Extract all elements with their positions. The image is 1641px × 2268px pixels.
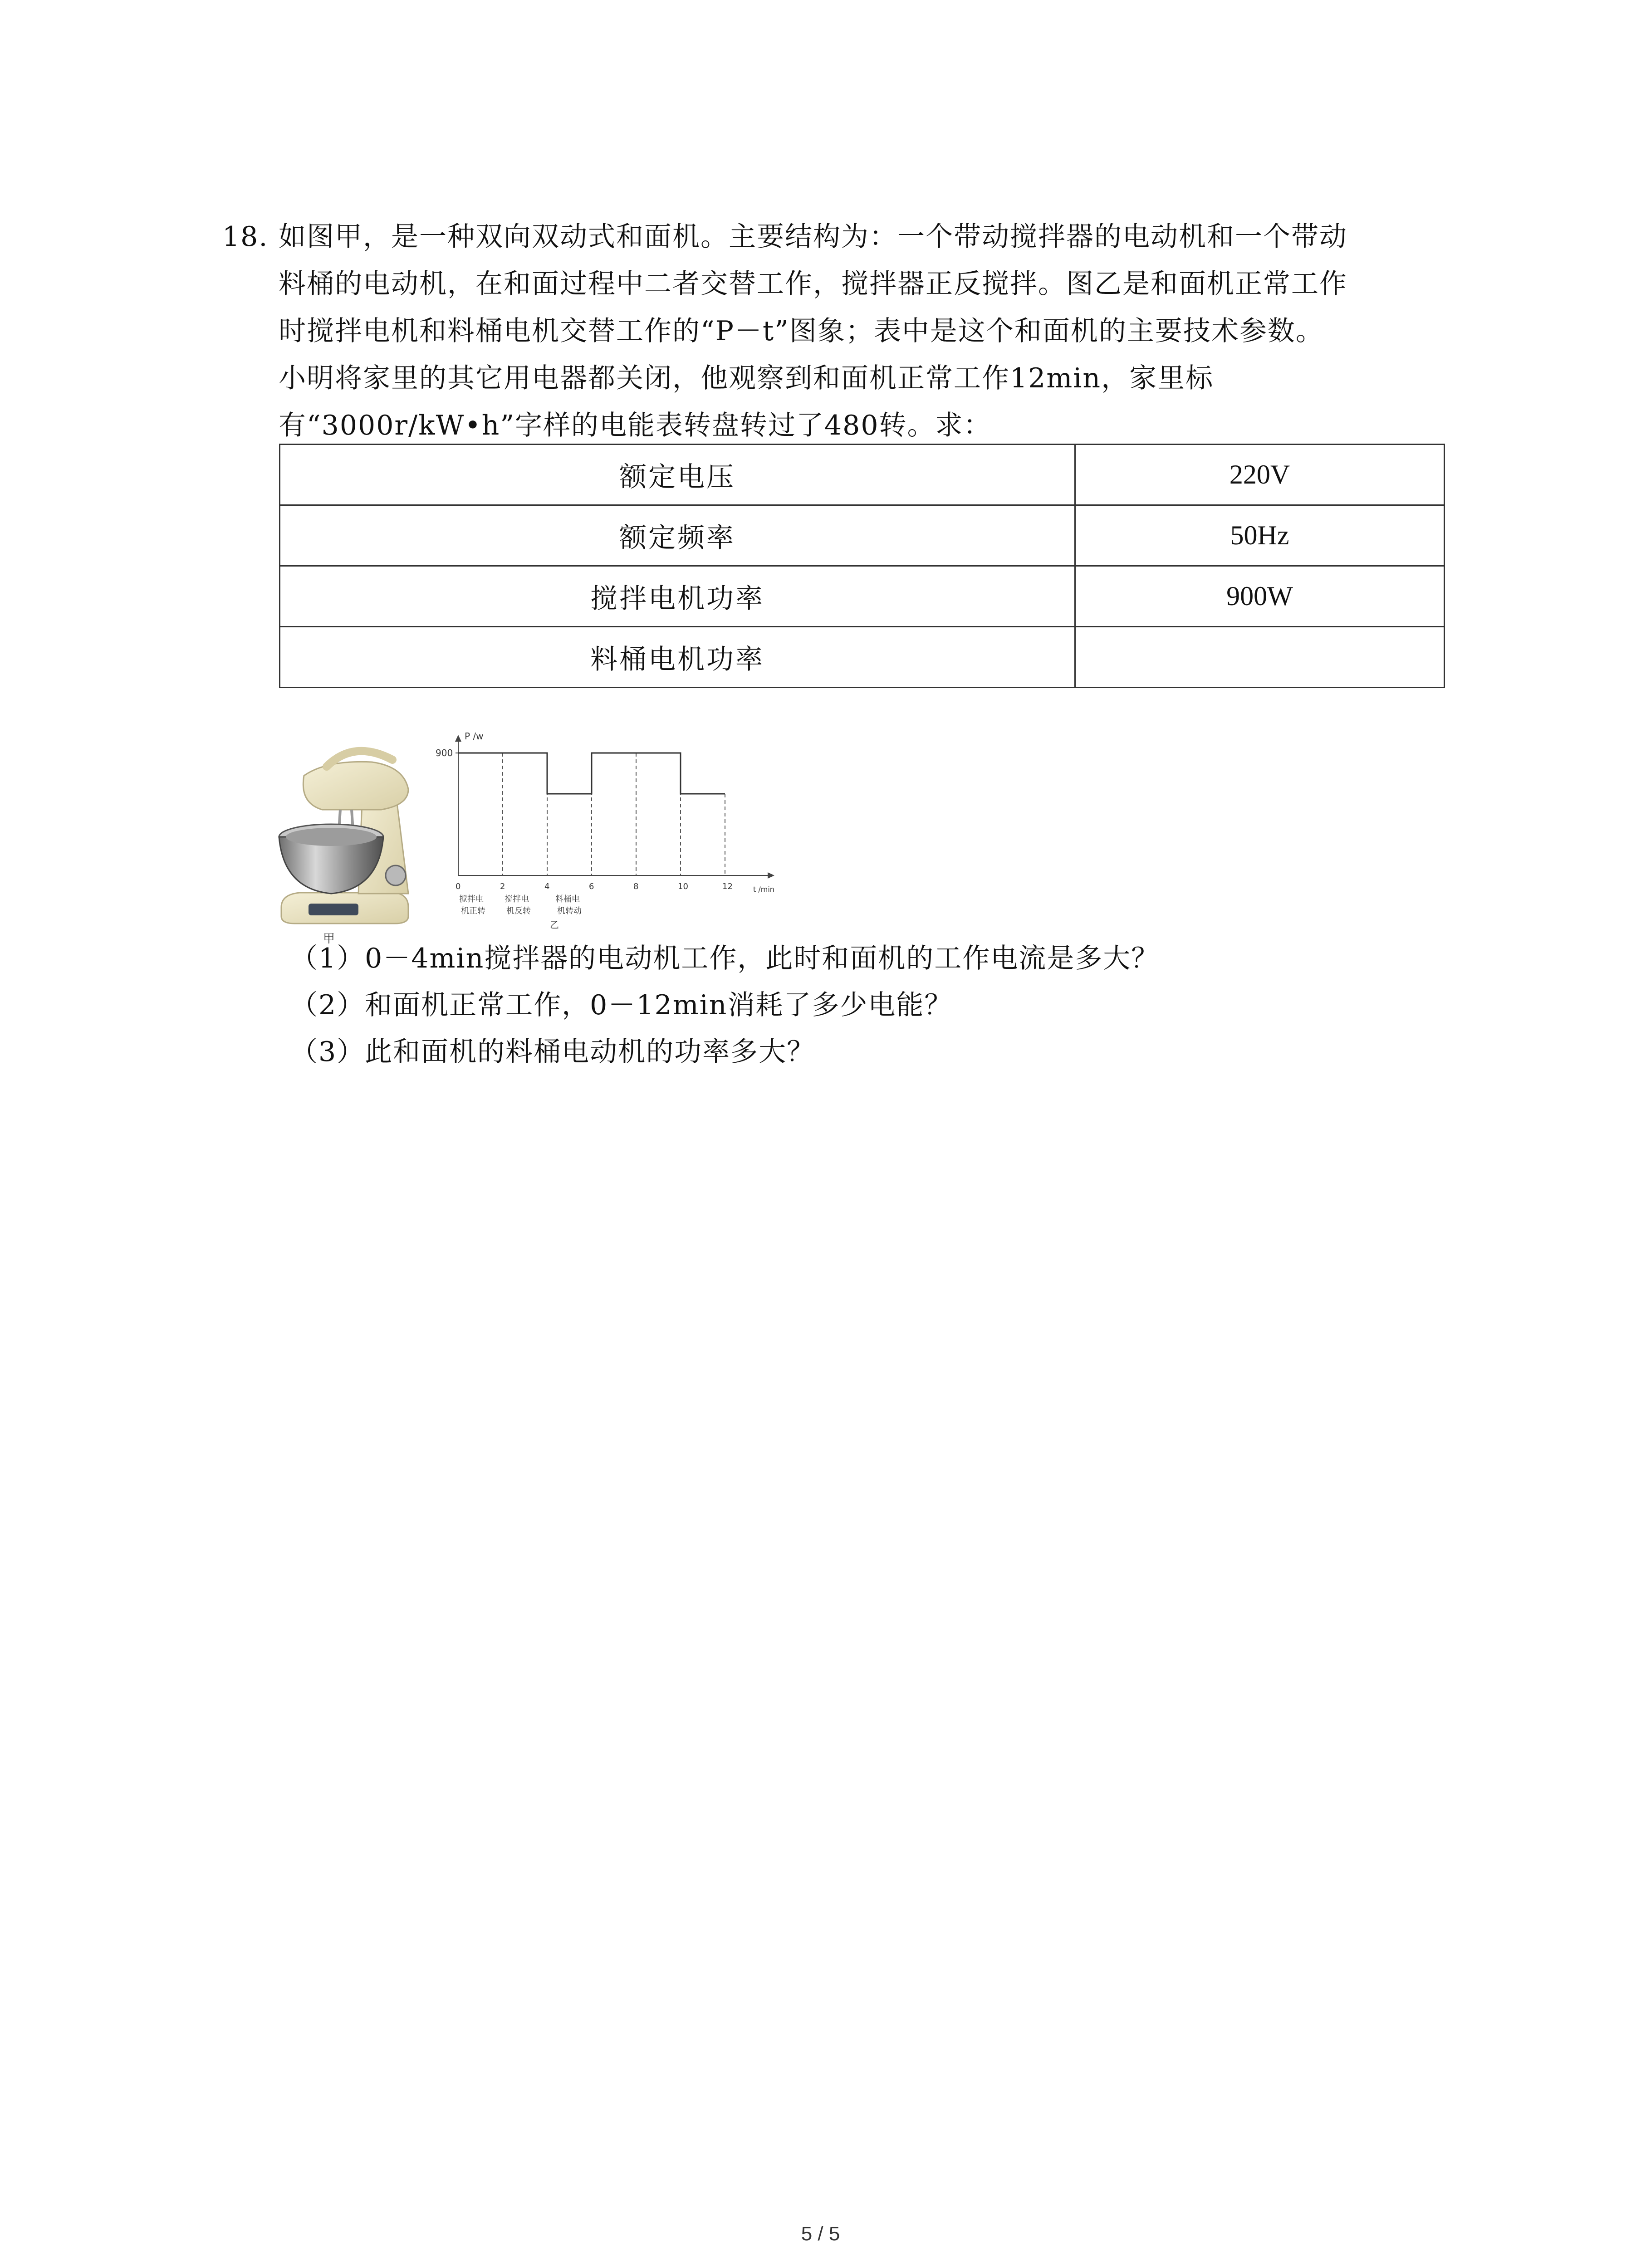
x-tick-label: 4	[544, 882, 550, 891]
table-row	[280, 566, 1445, 627]
question-line-4: 小明将家里的其它用电器都关闭，他观察到和面机正常工作12min，家里标	[279, 362, 1214, 394]
table-row	[280, 505, 1445, 566]
segment-label: 机正转	[461, 906, 485, 916]
segment-label: 搅拌电	[459, 894, 484, 904]
mixer-knob	[386, 865, 406, 885]
y-axis-arrow	[455, 735, 461, 742]
table-label: 额定电压	[280, 445, 1075, 505]
table-value: 900W	[1075, 566, 1445, 627]
figure	[272, 726, 798, 953]
question-number: 18.	[222, 221, 269, 253]
table-label: 搅拌电机功率	[280, 566, 1075, 627]
segment-label: 料桶电	[555, 894, 580, 904]
question-line-1	[222, 213, 1456, 260]
x-tick-label: 12	[722, 882, 733, 891]
sub-question-2: （2）和面机正常工作，0－12min消耗了多少电能？	[290, 989, 953, 1021]
table-value: 50Hz	[1075, 505, 1445, 566]
mixer-head	[303, 762, 408, 810]
page-number: 5 / 5	[801, 2223, 840, 2245]
power-series-line	[458, 753, 725, 794]
question-text: 如图甲，是一种双向双动式和面机。主要结构为：一个带动搅拌器的电动机和一个带动	[279, 221, 1347, 253]
table-value	[1075, 627, 1445, 688]
segment-label: 搅拌电	[505, 894, 529, 904]
parameter-table	[279, 444, 1445, 688]
x-tick-label: 0	[456, 882, 461, 891]
chart-caption: 乙	[550, 919, 559, 930]
x-axis-label: t /min	[753, 885, 774, 894]
table-value: 220V	[1075, 445, 1445, 505]
y-tick-label: 900	[436, 748, 453, 758]
table-label: 额定频率	[280, 505, 1075, 566]
sub-question-1: （1）0－4min搅拌器的电动机工作，此时和面机的工作电流是多大？	[290, 943, 1160, 974]
segment-label: 机反转	[506, 906, 531, 916]
table-row	[280, 627, 1445, 688]
segment-label: 机转动	[557, 906, 582, 916]
question-line-3: 时搅拌电机和料桶电机交替工作的“P－t”图象；表中是这个和面机的主要技术参数。	[279, 315, 1324, 347]
x-axis-arrow	[768, 872, 774, 879]
x-tick-label: 6	[589, 882, 594, 891]
question-18	[222, 213, 1456, 449]
mixer-photo	[272, 726, 426, 953]
x-tick-label: 8	[633, 882, 639, 891]
power-time-chart	[426, 726, 798, 953]
question-line-5: 有“3000r/kW•h”字样的电能表转盘转过了480转。求：	[279, 410, 992, 441]
sub-question-3: （3）此和面机的料桶电动机的功率多大？	[290, 1036, 815, 1068]
table-label: 料桶电机功率	[280, 627, 1075, 688]
table-row	[280, 445, 1445, 505]
y-axis-label: P /w	[465, 731, 484, 742]
mixer-display	[309, 904, 358, 915]
photo-label: 甲	[323, 932, 335, 946]
x-tick-label: 10	[678, 882, 688, 891]
x-tick-label: 2	[500, 882, 505, 891]
question-line-2: 料桶的电动机，在和面过程中二者交替工作，搅拌器正反搅拌。图乙是和面机正常工作	[279, 268, 1347, 300]
